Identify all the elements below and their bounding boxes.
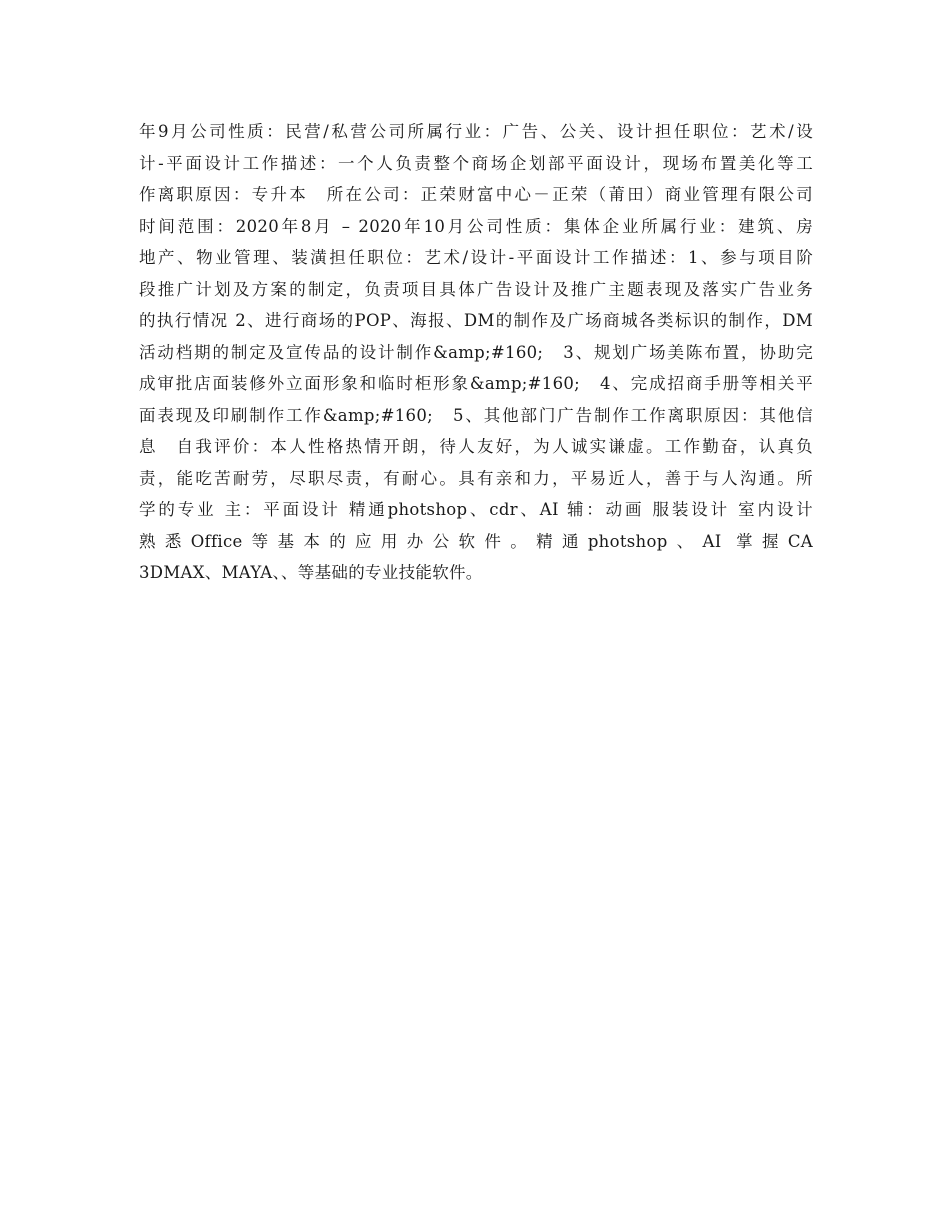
text-line: 的执行情况 2、进行商场的POP、海报、DM的制作及广场商城各类标识的制作，DM [139, 311, 813, 330]
resume-body-text [139, 116, 813, 589]
text-line: 时间范围：2020年8月 – 2020年10月公司性质：集体企业所属行业：建筑、房 [139, 216, 813, 236]
text-line: 面表现及印刷制作工作&amp;#160; 5、其他部门广告制作工作离职原因：其他信 [139, 405, 813, 425]
text-line: 学的专业 主：平面设计 精通photshop、cdr、AI 辅：动画 服装设计 室内设计 [139, 500, 813, 519]
text-line: 息 自我评价：本人性格热情开朗，待人友好，为人诚实谦虚。工作勤奋，认真负 [139, 437, 813, 456]
text-line: 年9月公司性质：民营/私营公司所属行业：广告、公关、设计担任职位：艺术/设 [139, 122, 813, 141]
text-line: 熟悉Office等基本的应用办公软件。精通photshop、AI 掌握CA [139, 531, 813, 551]
text-line: 地产、物业管理、装潢担任职位：艺术/设计-平面设计工作描述：1、参与项目阶 [139, 248, 813, 267]
text-line: 段推广计划及方案的制定，负责项目具体广告设计及推广主题表现及落实广告业务 [139, 279, 813, 299]
text-line: 成审批店面装修外立面形象和临时柜形象&amp;#160; 4、完成招商手册等相关平 [139, 374, 813, 393]
text-line: 计-平面设计工作描述：一个人负责整个商场企划部平面设计，现场布置美化等工 [139, 153, 813, 173]
text-line: 作离职原因：专升本 所在公司：正荣财富中心－正荣（莆田）商业管理有限公司 [139, 185, 813, 204]
text-line: 责，能吃苦耐劳，尽职尽责，有耐心。具有亲和力，平易近人，善于与人沟通。所 [139, 468, 813, 488]
text-line: 活动档期的制定及宣传品的设计制作&amp;#160; 3、规划广场美陈布置，协助完 [139, 342, 813, 362]
text-line: 3DMAX、MAYA、、等基础的专业技能软件。 [139, 563, 483, 582]
